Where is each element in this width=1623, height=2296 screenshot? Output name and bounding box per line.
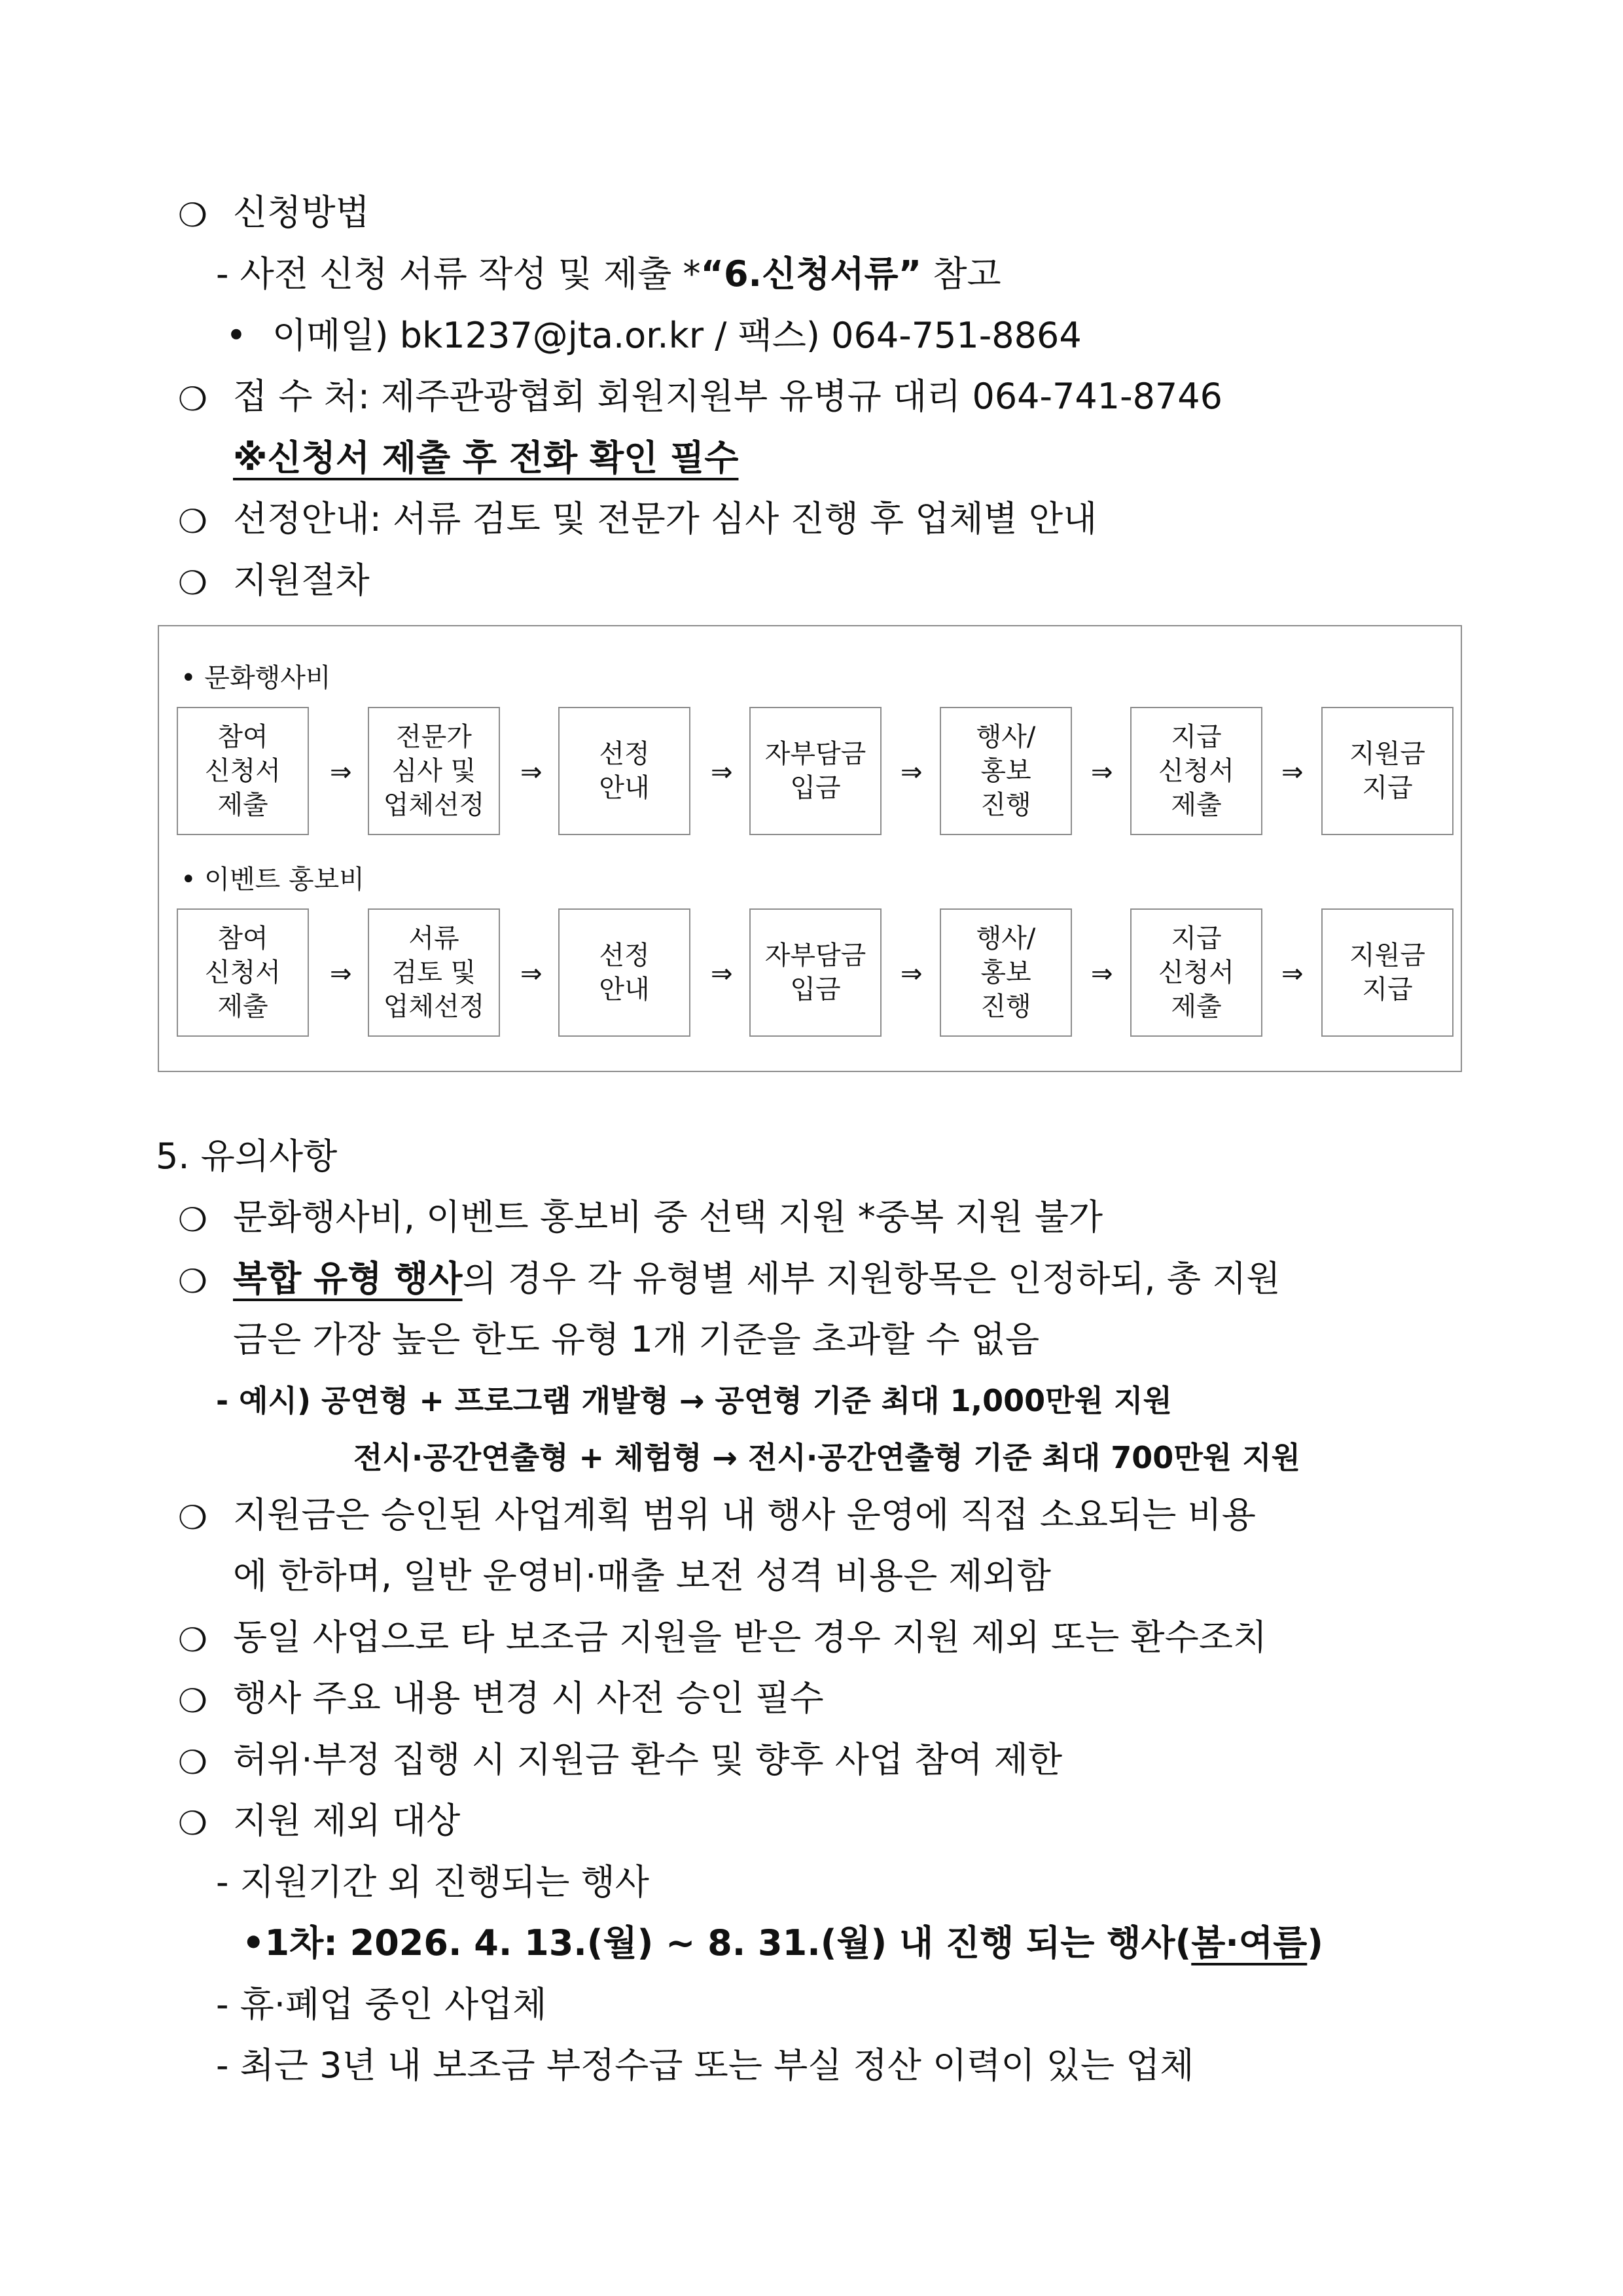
flow2-step: 지급 신청서 제출 — [1130, 908, 1262, 1037]
flow2-step: 행사/ 홍보 진행 — [940, 908, 1072, 1037]
contact-line: 이메일) bk1237@jta.or.kr / 팩스) 064-751-8864 — [272, 315, 1082, 356]
arrow-icon: ⇒ — [1281, 757, 1304, 787]
circle-bullet-icon: ❍ — [178, 1744, 207, 1782]
flow1-step: 지급 신청서 제출 — [1130, 707, 1262, 835]
example-line-2: 전시·공간연출형 + 체험형 → 전시·공간연출형 기준 최대 700만원 지원 — [353, 1440, 1301, 1475]
arrow-icon: ⇒ — [1281, 959, 1304, 989]
circle-bullet-icon: ❍ — [178, 1621, 207, 1659]
arrow-icon: ⇒ — [901, 757, 923, 787]
method-line-prefix: - 사전 신청 서류 작성 및 제출 * — [216, 253, 701, 295]
arrow-icon: ⇒ — [1091, 757, 1113, 787]
note-item-3: 지원금은 승인된 사업계획 범위 내 행사 운영에 직접 소요되는 비용 — [233, 1494, 1256, 1535]
flow2-step: 선정 안내 — [558, 908, 690, 1037]
exclusion-1-detail-prefix: •1차: 2026. 4. 13.(월) ~ 8. 31.(월) 내 진행 되는 행사( — [242, 1922, 1192, 1964]
circle-bullet-icon: ❍ — [178, 196, 207, 234]
exclusion-3: - 최근 3년 내 보조금 부정수급 또는 부실 정산 이력이 있는 업체 — [216, 2045, 1194, 2086]
example-line-1: - 예시) 공연형 + 프로그램 개발형 → 공연형 기준 최대 1,000만원 지원 — [216, 1383, 1172, 1418]
method-line-suffix: 참고 — [921, 253, 1001, 295]
note-item-7: 지원 제외 대상 — [233, 1800, 461, 1841]
flow1-step: 행사/ 홍보 진행 — [940, 707, 1072, 835]
note-item-2-emphasis: 복합 유형 행사 — [233, 1258, 463, 1299]
arrow-icon: ⇒ — [1091, 959, 1113, 989]
reception-line: 접 수 처: 제주관광협회 회원지원부 유병규 대리 064-741-8746 — [233, 376, 1222, 417]
arrow-icon: ⇒ — [330, 757, 352, 787]
note-item-3-cont: 에 한하며, 일반 운영비·매출 보전 성격 비용은 제외함 — [233, 1555, 1051, 1596]
arrow-icon: ⇒ — [520, 757, 543, 787]
contact-line-bullet: • — [226, 315, 247, 356]
reception-notice: ※신청서 제출 후 전화 확인 필수 — [233, 437, 739, 478]
flow2-step: 서류 검토 및 업체선정 — [368, 908, 500, 1037]
section-heading: 5. 유의사항 — [156, 1136, 338, 1177]
flow1-step: 참여 신청서 제출 — [177, 707, 309, 835]
method-line-ref: “6.신청서류” — [700, 253, 922, 295]
exclusion-1: - 지원기간 외 진행되는 행사 — [216, 1861, 649, 1903]
flow1-step: 전문가 심사 및 업체선정 — [368, 707, 500, 835]
selection-line: 선정안내: 서류 검토 및 전문가 심사 진행 후 업체별 안내 — [233, 498, 1097, 539]
arrow-icon: ⇒ — [711, 757, 733, 787]
note-item-1: 문화행사비, 이벤트 홍보비 중 선택 지원 *중복 지원 불가 — [233, 1196, 1103, 1238]
procedure-title: 지원절차 — [233, 560, 370, 601]
method-line — [216, 253, 1001, 295]
exclusion-1-detail-suffix: ) — [1307, 1922, 1323, 1964]
circle-bullet-icon: ❍ — [178, 564, 207, 602]
flow1-step: 지원금 지급 — [1321, 707, 1454, 835]
flow2-step: 지원금 지급 — [1321, 908, 1454, 1037]
flow2-step: 자부담금 입금 — [749, 908, 882, 1037]
flow1-step: 자부담금 입금 — [749, 707, 882, 835]
circle-bullet-icon: ❍ — [178, 1263, 207, 1300]
exclusion-2: - 휴·폐업 중인 사업체 — [216, 1984, 547, 2025]
note-item-2-text: 의 경우 각 유형별 세부 지원항목은 인정하되, 총 지원 — [462, 1258, 1281, 1299]
flow-label-culture: • 문화행사비 — [181, 663, 331, 693]
exclusion-1-season: 봄·여름 — [1191, 1922, 1308, 1964]
flow1-step: 선정 안내 — [558, 707, 690, 835]
note-item-4: 동일 사업으로 타 보조금 지원을 받은 경우 지원 제외 또는 환수조치 — [233, 1617, 1268, 1658]
circle-bullet-icon: ❍ — [178, 503, 207, 541]
note-item-2-cont: 금은 가장 높은 한도 유형 1개 기준을 초과할 수 없음 — [233, 1319, 1040, 1360]
circle-bullet-icon: ❍ — [178, 1201, 207, 1239]
arrow-icon: ⇒ — [330, 959, 352, 989]
exclusion-1-detail — [242, 1922, 1323, 1964]
circle-bullet-icon: ❍ — [178, 1804, 207, 1842]
arrow-icon: ⇒ — [520, 959, 543, 989]
circle-bullet-icon: ❍ — [178, 380, 207, 418]
arrow-icon: ⇒ — [901, 959, 923, 989]
arrow-icon: ⇒ — [711, 959, 733, 989]
circle-bullet-icon: ❍ — [178, 1682, 207, 1720]
note-item-6: 허위·부정 집행 시 지원금 환수 및 향후 사업 참여 제한 — [233, 1739, 1063, 1780]
flow2-step: 참여 신청서 제출 — [177, 908, 309, 1037]
note-item-2 — [233, 1258, 1281, 1299]
method-title: 신청방법 — [233, 192, 370, 233]
circle-bullet-icon: ❍ — [178, 1499, 207, 1537]
flow-label-event: • 이벤트 홍보비 — [181, 865, 365, 895]
note-item-5: 행사 주요 내용 변경 시 사전 승인 필수 — [233, 1677, 824, 1719]
